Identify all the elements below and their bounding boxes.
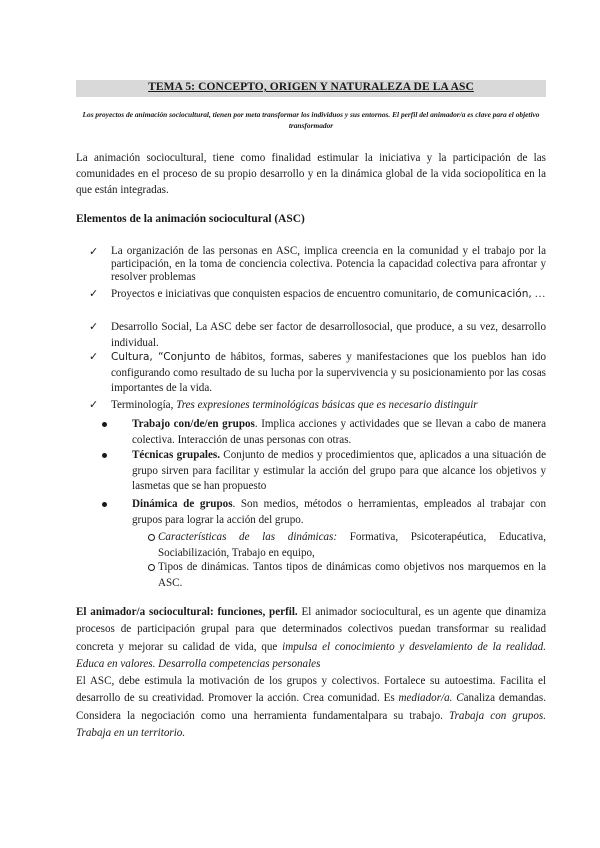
bullet-icon bbox=[102, 422, 107, 427]
check-icon: ✓ bbox=[89, 320, 99, 333]
animador-section: El animador/a sociocultural: funciones, perfil. El animador sociocultural, es un agente que dinamiza procesos de participación grupal para que determinados colectivos puedan transformar su realidad concreta y mejorar su calidad de vida, que impulsa el conocimiento y desvelamiento de la realidad. Educa en valores. Desarrolla competencias personales El ASC, debe estimula la motivación de los grupos y colectivos. Fortalece su autoestima. Facilita el desarrollo de su creatividad. Promover la acción. Crea comunidad. Es mediador/a. Canaliza demandas. Considera la negociación como una herramienta fundamentalpara su trabajo. Trabaja con grupos. Trabaja en un territorio. bbox=[76, 606, 546, 740]
section-heading: Elementos de la animación sociocultural (ASC) bbox=[76, 213, 305, 225]
list-item-text: Desarrollo Social, La ASC debe ser factor de desarrollosocial, que produce, a su vez, desarrollo individual. bbox=[111, 321, 546, 349]
check-icon: ✓ bbox=[89, 245, 99, 258]
intro-paragraph: La animación sociocultural, tiene como finalidad estimular la iniciativa y la participación de las comunidades en el proceso de su propio desarrollo y en la dinámica global de la vida sociopolítica en la que están integradas. bbox=[76, 152, 546, 196]
circle-bullet-icon bbox=[148, 534, 155, 541]
check-icon: ✓ bbox=[89, 287, 99, 300]
list-item-text: Proyectos e iniciativas que conquisten espacios de encuentro comunitario, de comunicación, … bbox=[111, 288, 546, 300]
circle-bullet-icon bbox=[148, 564, 155, 571]
check-icon: ✓ bbox=[89, 350, 99, 363]
list-item-text: Técnicas grupales. Conjunto de medios y procedimientos que, aplicados a una situación de grupo sirven para facilitar y estimular la acción del grupo para que alcance los objetivos y lasmetas que se han propuesto bbox=[132, 449, 547, 492]
list-item-text: Trabajo con/de/en grupos. Implica acciones y actividades que se llevan a cabo de manera colectiva. Interacción de unas personas con otras. bbox=[132, 418, 546, 446]
list-item-text: Dinámica de grupos. Son medios, métodos o herramientas, empleados al trabajar con grupos para lograr la acción del grupo. bbox=[132, 498, 547, 526]
list-item-text: Tipos de dinámicas. Tantos tipos de dinámicas como objetivos nos marquemos en la ASC. bbox=[158, 561, 546, 589]
page-title: TEMA 5: CONCEPTO, ORIGEN Y NATURALEZA DE LA ASC bbox=[148, 81, 474, 93]
animador-heading: El animador/a sociocultural: funciones, perfil. bbox=[76, 606, 298, 618]
subtitle: Los proyectos de animación sociocultural, tienen por meta transformar los individuos y sus entornos. El perfil del animador/a es clave para el objetivo transformador bbox=[82, 110, 540, 130]
list-item-text: Cultura, “Conjunto de hábitos, formas, saberes y manifestaciones que los pueblos han ido configurando como resultado de su lucha por la supervivencia y su posicionamiento por las cosas importantes de la vida. bbox=[111, 351, 546, 394]
bullet-icon bbox=[102, 502, 107, 507]
title-bar bbox=[76, 80, 546, 97]
check-icon: ✓ bbox=[89, 398, 99, 411]
list-item-text: Características de las dinámicas: Formativa, Psicoterapéutica, Educativa, Sociabilización, Trabajo en equipo, bbox=[158, 531, 546, 559]
list-item-text: Terminología, Tres expresiones terminológicas básicas que es necesario distinguir bbox=[111, 399, 478, 411]
list-item-text: La organización de las personas en ASC, implica creencia en la comunidad y el trabajo por la participación, en la toma de conciencia colectiva. Potencia la capacidad colectiva para afrontar y resolver problemas bbox=[111, 245, 546, 283]
bullet-icon bbox=[102, 453, 107, 458]
